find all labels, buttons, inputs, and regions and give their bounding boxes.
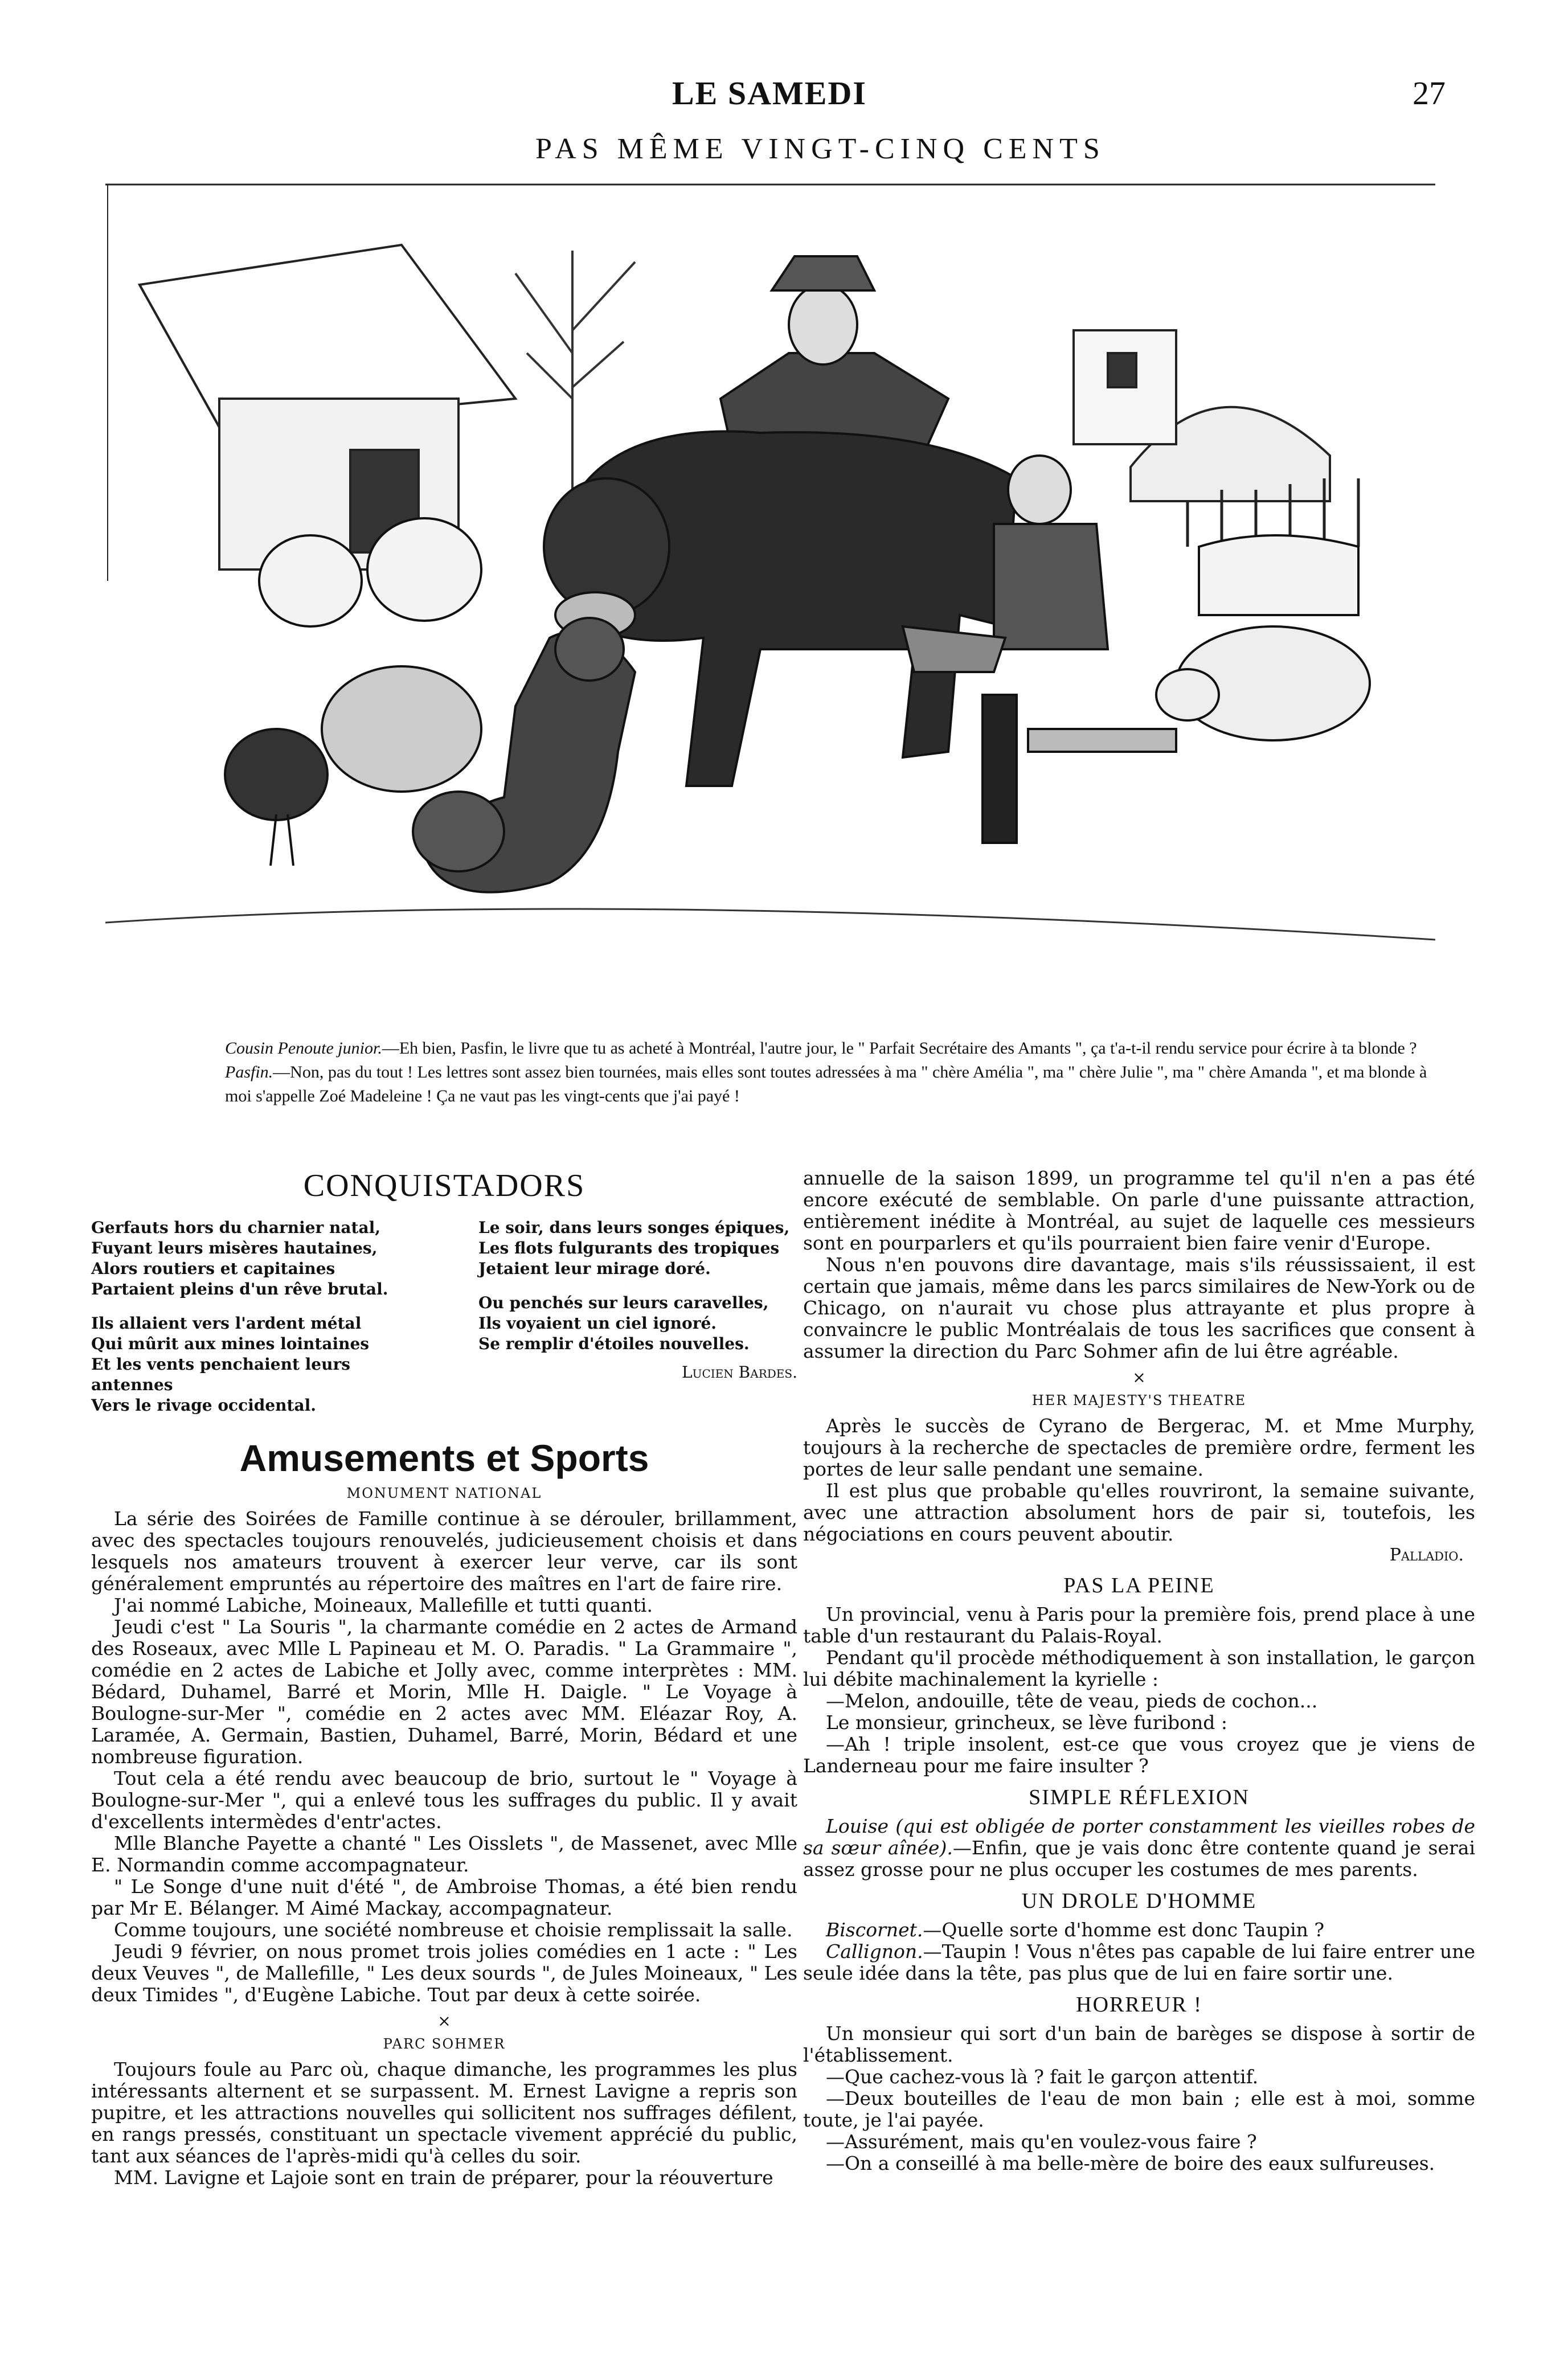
poem-line: Alors routiers et capitaines [91,1259,335,1278]
anecdote-title-drole: UN DROLE D'HOMME [1021,1889,1257,1913]
section-head-her-majesty: HER MAJESTY'S THEATRE [1031,1392,1247,1408]
poem-line: Ou penchés sur leurs caravelles, [478,1293,769,1312]
poem-line: Partaient pleins d'un rêve brutal. [91,1280,388,1298]
article-paragraph: " Le Songe d'une nuit d'été ", de Ambroise Thomas, a été bien rendu par Mr E. Bélanger. M Aimé Mackay, accompagnateur. [91,1875,797,1919]
anecdote-paragraph [803,1919,1475,1941]
poem-author: Lucien Bardes. [682,1363,797,1382]
poem-body [91,1218,797,1416]
poem-line: Qui mûrit aux mines lointaines [91,1334,370,1353]
anecdote-text: —Quelle sorte d'homme est donc Taupin ? [923,1919,1325,1941]
anecdote-paragraph: —Melon, andouille, tête de veau, pieds de cochon... [826,1690,1318,1712]
poem-title: CONQUISTADORS [303,1168,586,1203]
cartoon-title: PAS MÊME VINGT-CINQ CENTS [535,133,1106,165]
anecdote-title-peine: PAS LA PEINE [1063,1574,1215,1597]
poem-line: Gerfauts hors du charnier natal, [91,1218,381,1237]
poem-right-stanzas [478,1218,797,1416]
poem-line: Ils allaient vers l'ardent métal [91,1314,362,1333]
poem-line: Ils voyaient un ciel ignoré. [478,1314,717,1333]
article-paragraph: annuelle de la saison 1899, un programme tel qu'il n'en a pas été encore exécuté de semblable. On parle d'une puissante attraction, entièrement inédite à Montréal, au sujet de laquelle ces messieurs sont en pourparlers et qu'ils pourraient bien faire venir d'Europe. [803,1167,1475,1254]
poem-line: Se remplir d'étoiles nouvelles. [478,1334,750,1353]
poem-line: Fuyant leurs misères hautaines, [91,1239,378,1257]
section-head-monument: MONUMENT NATIONAL [346,1485,542,1501]
newspaper-title: LE SAMEDI [672,75,867,112]
article-paragraph: Après le succès de Cyrano de Bergerac, M. et Mme Murphy, toujours à la recherche de spectacles de première ordre, ferment les portes de leur salle pendant une semaine. [803,1415,1475,1480]
speaker-name: Callignon. [826,1940,923,1963]
amusements-title: Amusements et Sports [239,1437,649,1479]
anecdote-paragraph: Le monsieur, grincheux, se lève furibond : [826,1711,1228,1734]
anecdote-paragraph: —On a conseillé à ma belle-mère de boire des eaux sulfureuses. [826,2152,1435,2174]
article-paragraph: Comme toujours, une société nombreuse et choisie remplissait la salle. [114,1919,793,1941]
article-paragraph: MM. Lavigne et Lajoie sont en train de préparer, pour la réouverture [114,2166,773,2189]
anecdote-text: —Enfin, que je vais donc être contente quand je serai assez grosse pour ne plus occuper les costumes de mes parents. [803,1837,1475,1881]
cartoon-caption [225,1037,1432,1108]
poem-left-stanzas [91,1218,433,1416]
article-paragraph: Mlle Blanche Payette a chanté " Les Oisslets ", de Massenet, avec Mlle E. Normandin comme accompagnateur. [91,1832,797,1876]
article-signature: Palladio. [1389,1545,1464,1565]
right-column [803,1167,1475,2174]
speaker-name: Louise (qui est obligée de porter constamment les vieilles robes de sa sœur aînée). [803,1815,1475,1859]
anecdote-paragraph [803,1816,1475,1881]
anecdote-title-reflexion: SIMPLE RÉFLEXION [1029,1785,1250,1809]
article-paragraph: Nous n'en pouvons dire davantage, mais s'ils réussissaient, il est certain que jamais, même dans les parcs similaires de New-York ou de Chicago, on n'aurait vu chose plus attrayante et plus propre à convaincre le public Montréalais de tous les sacrifices que consent à assumer la direction du Parc Sohmer afin de lui être agréable. [803,1253,1475,1362]
article-paragraph: Tout cela a été rendu avec beaucoup de brio, surtout le " Voyage à Boulogne-sur-Mer ", qui a enlevé tous les suffrages du public. Il y avait d'excellents intermèdes d'entr'actes. [91,1767,797,1833]
article-paragraph: Toujours foule au Parc où, chaque dimanche, les programmes les plus intéressants alternent et se surpassent. M. Ernest Lavigne a repris son pupitre, et les attractions nouvelles qui sollicitent nos suffrages défilent, en rangs pressés, constituant un spectacle vivement apprécié du public, tant aux séances de l'après-midi qu'à celles du soir. [91,2058,797,2167]
section-separator: × [437,2012,451,2030]
anecdote-title-horreur: HORREUR ! [1076,1993,1202,2017]
anecdote-paragraph: —Ah ! triple insolent, est-ce que vous croyez que je viens de Landerneau pour me faire insulter ? [803,1733,1475,1777]
article-paragraph: Il est plus que probable qu'elles rouvriront, la semaine suivante, avec une attraction absolument hors de pair si, toutefois, les négociations en cours peuvent aboutir. [803,1480,1475,1545]
article-paragraph: J'ai nommé Labiche, Moineaux, Mallefille et tutti quanti. [114,1594,653,1616]
anecdote-paragraph: Un monsieur qui sort d'un bain de barèges se dispose à sortir de l'établissement. [803,2022,1475,2066]
anecdote-paragraph [803,1941,1475,1984]
article-paragraph: Jeudi 9 février, on nous promet trois jolies comédies en 1 acte : " Les deux Veuves ", de Mallefille, " Les deux sourds ", de Jules Moineaux, " Les deux Timides ", d'Eugène Labiche. Tout par deux à cette soirée. [91,1940,797,2006]
caption-text-1: —Eh bien, Pasfin, le livre que tu as acheté à Montréal, l'autre jour, le " Parfait Secrétaire des Amants ", ça t'a-t-il rendu service pour écrire à ta blonde ? [382,1039,1417,1058]
caption-text-2: —Non, pas du tout ! Les lettres sont assez bien tournées, mais elles sont toutes adressées à ma " chère Amélia ", ma " chère Julie ", ma " chère Amanda ", et ma blonde à moi s'appelle Zoé Madeleine ! Ça ne vaut pas les vingt-cents que j'ai payé ! [225,1063,1427,1105]
section-head-parc-sohmer: PARC SOHMER [383,2036,506,2052]
article-paragraph: Jeudi c'est " La Souris ", la charmante comédie en 2 actes de Armand des Roseaux, avec Mlle L Papineau et M. O. Paradis. " La Grammaire ", comédie en 2 actes de Labiche et Jolly avec, comme interprètes : MM. Bédard, Duhamel, Barré et Morin, Mlle H. Daigle. " Le Voyage à Boulogne-sur-Mer ", comédie en 2 actes avec MM. Eléazar Roy, A. Laramée, A. Germain, Bastien, Duhamel, Barré, Morin, Bédard et une nombreuse figuration. [91,1616,797,1768]
anecdote-paragraph: Un provincial, venu à Paris pour la première fois, prend place à une table d'un restaurant du Palais-Royal. [803,1603,1475,1647]
caption-speaker-2: Pasfin. [225,1063,273,1081]
page-number: 27 [1413,75,1446,112]
poem-line: Les flots fulgurants des tropiques [478,1239,780,1257]
caption-speaker-1: Cousin Penoute junior. [225,1039,382,1058]
anecdote-paragraph: —Deux bouteilles de l'eau de mon bain ; elle est à moi, somme toute, je l'ai payée. [803,2087,1475,2131]
article-paragraph: La série des Soirées de Famille continue à se dérouler, brillamment, avec des spectacles toujours renouvelés, judicieusement choisis et dans lesquels nos amateurs trouvent à exercer leur verve, car ils sont généralement empruntés au répertoire des maîtres en l'art de faire rire. [91,1507,797,1595]
farm-scene-illustration [105,182,1435,991]
speaker-name: Biscornet. [826,1919,923,1941]
poem-line: Jetaient leur mirage doré. [478,1259,711,1278]
poem-line: Vers le rivage occidental. [91,1396,316,1415]
poem-line: Le soir, dans leurs songes épiques, [478,1218,790,1237]
anecdote-paragraph: —Que cachez-vous là ? fait le garçon attentif. [826,2066,1259,2088]
left-column [91,1167,797,2189]
anecdote-paragraph: —Assurément, mais qu'en voulez-vous faire ? [826,2131,1257,2153]
cow-right-drawing [1199,535,1358,615]
section-separator: × [1132,1368,1146,1387]
anecdote-paragraph: Pendant qu'il procède méthodiquement à son installation, le garçon lui débite machinalement la kyrielle : [803,1646,1475,1690]
anecdote-text: —Taupin ! Vous n'êtes pas capable de lui faire entrer une seule idée dans la tête, pas plus que de lui en faire sortir une. [803,1940,1475,1984]
poem-line: Et les vents penchaient leurs antennes [91,1355,350,1394]
